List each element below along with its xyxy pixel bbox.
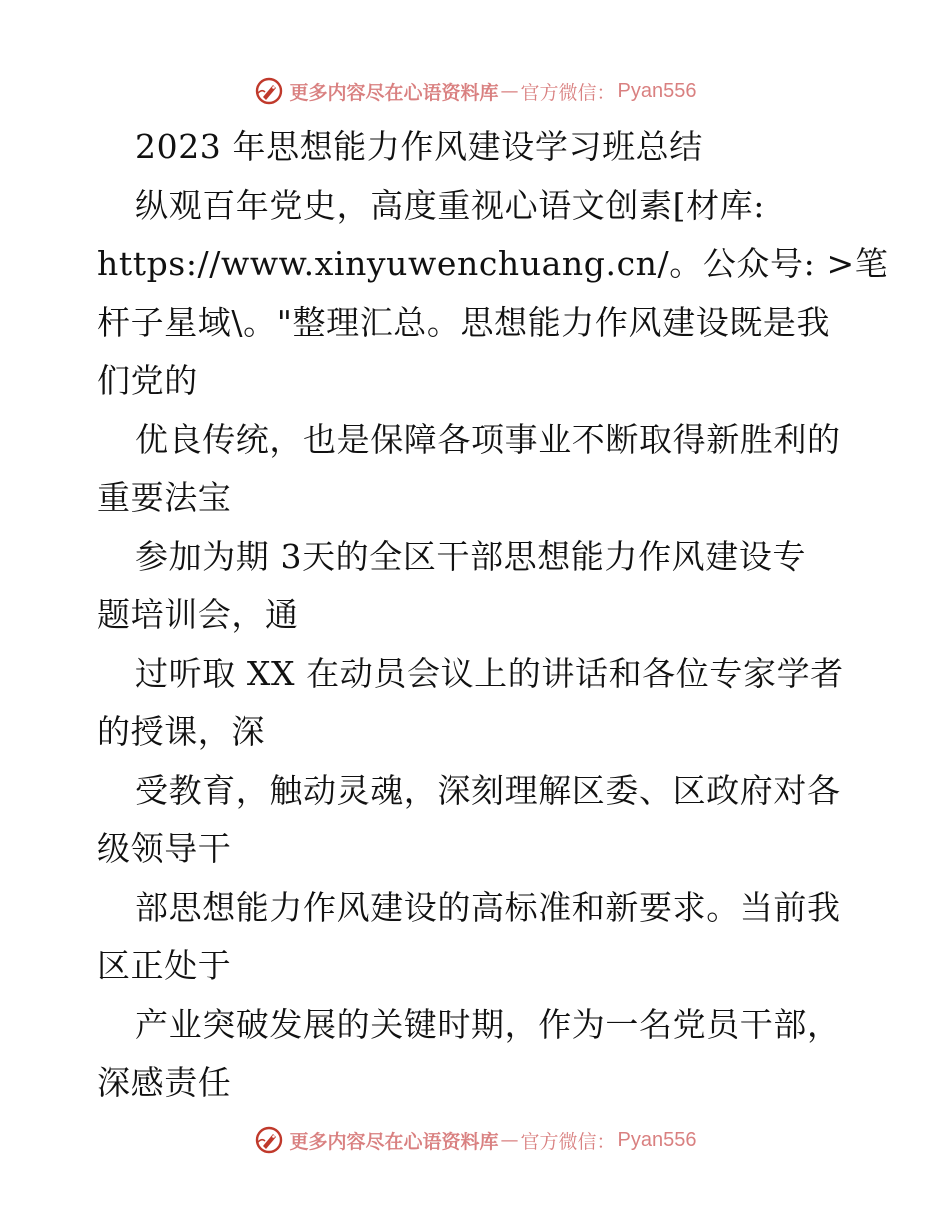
paragraph-line: 受教育，触动灵魂，深刻理解区委、区政府对各	[135, 770, 841, 810]
pen-nib-logo-icon	[254, 1125, 284, 1155]
header-watermark-banner	[0, 71, 950, 111]
banner-wechat-id: Pyan556	[617, 1128, 697, 1151]
banner-brand-text: 更多内容尽在心语资料库	[289, 1130, 499, 1153]
document-body	[97, 118, 889, 1113]
paragraph-line: 过听取 XX 在动员会议上的讲话和各位专家学者	[135, 653, 844, 693]
paragraph-line: 深感责任	[97, 1063, 232, 1102]
paragraph-line: 重要法宝	[97, 478, 232, 517]
paragraph-line: 产业突破发展的关键时期，作为一名党员干部，	[135, 1004, 841, 1044]
pen-nib-logo-icon	[254, 76, 284, 106]
paragraph-line: 优良传统，也是保障各项事业不断取得新胜利的	[135, 419, 841, 459]
banner-official-label: 官方微信：	[520, 81, 616, 104]
banner-brand-text: 更多内容尽在心语资料库	[289, 81, 499, 104]
paragraph-line: 级领导干	[97, 829, 232, 868]
paragraph-line: 们党的	[97, 361, 198, 400]
footer-watermark-banner	[0, 1120, 950, 1160]
paragraph-line: 参加为期 3天的全区干部思想能力作风建设专	[135, 536, 807, 576]
paragraph-line: https://www.xinyuwenchuang.cn/。公众号: >笔	[97, 244, 889, 283]
banner-wechat-id: Pyan556	[617, 79, 697, 102]
paragraph-line: 区正处于	[97, 946, 232, 985]
banner-official-label: 官方微信：	[520, 1130, 616, 1153]
paragraph-line: 的授课，深	[97, 712, 265, 751]
paragraph-line: 纵观百年党史，高度重视心语文创素[材库:	[135, 185, 765, 225]
paragraph-line: 部思想能力作风建设的高标准和新要求。当前我	[135, 887, 841, 927]
document-title: 2023 年思想能力作风建设学习班总结	[135, 127, 703, 166]
paragraph-line: 题培训会，通	[97, 595, 299, 634]
paragraph-line: 杆子星域\。"整理汇总。思想能力作风建设既是我	[97, 302, 831, 342]
banner-separator: —	[500, 1129, 519, 1151]
banner-separator: —	[500, 80, 519, 102]
